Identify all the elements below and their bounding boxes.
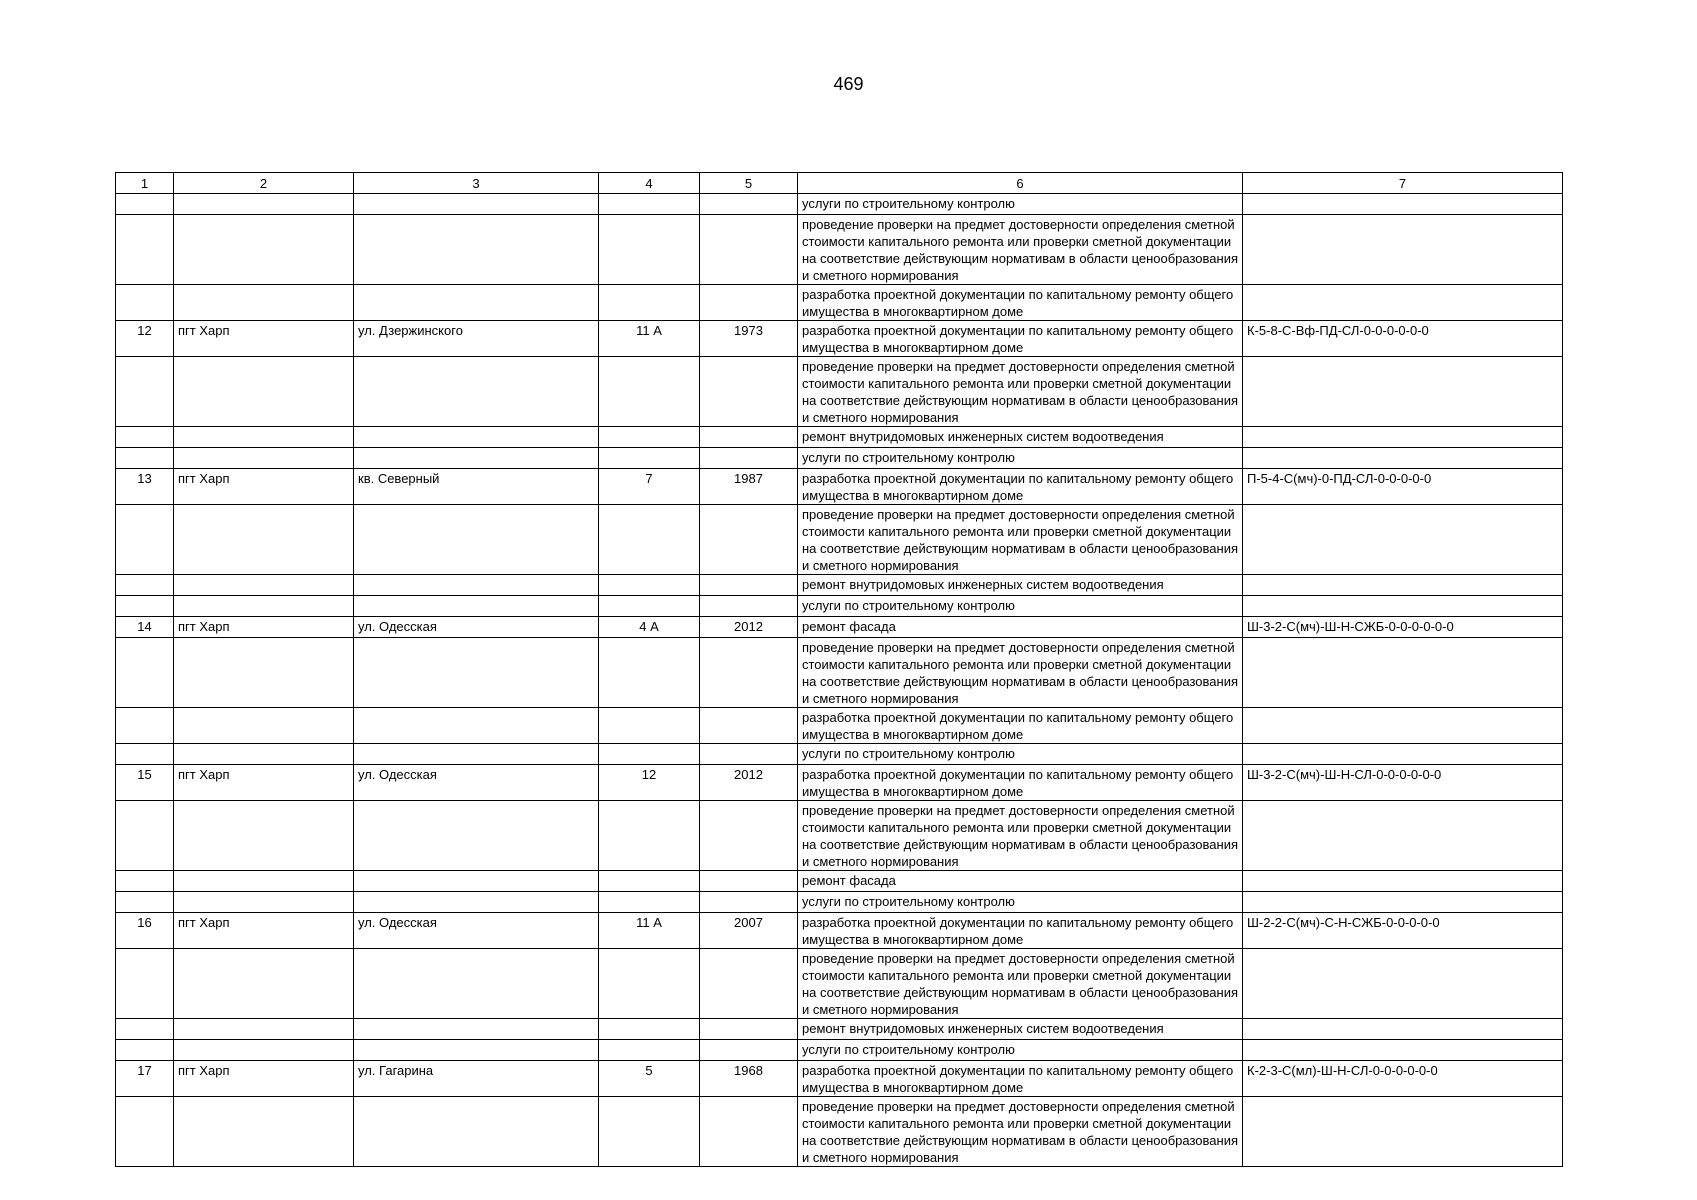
locality-cell [174,1097,354,1167]
address-cell [354,215,599,285]
address-cell [354,505,599,575]
row-number-cell: 13 [116,469,174,505]
house-number-cell [599,892,700,913]
house-number-cell [599,801,700,871]
building-code-cell: Ш-2-2-С(мч)-С-Н-СЖБ-0-0-0-0-0 [1243,913,1563,949]
row-number-cell [116,1097,174,1167]
table-row [116,765,1563,801]
row-number-cell [116,448,174,469]
work-description-cell: услуги по строительному контролю [798,892,1243,913]
house-number-cell [599,285,700,321]
work-description-cell: проведение проверки на предмет достоверности определения сметной стоимости капитального ремонта или проверки сметной документации на соответствие действующим нормативам в области ценообразования и сметного нормирования [798,949,1243,1019]
house-number-cell: 11 А [599,913,700,949]
house-number-cell [599,575,700,596]
locality-cell [174,744,354,765]
locality-cell [174,448,354,469]
year-cell [700,285,798,321]
work-description-cell: проведение проверки на предмет достоверности определения сметной стоимости капитального ремонта или проверки сметной документации на соответствие действующим нормативам в области ценообразования и сметного нормирования [798,505,1243,575]
building-code-cell [1243,427,1563,448]
row-number-cell [116,285,174,321]
row-number-cell [116,892,174,913]
work-description-cell: разработка проектной документации по капитальному ремонту общего имущества в многоквартирном доме [798,321,1243,357]
year-cell [700,949,798,1019]
building-code-cell [1243,949,1563,1019]
address-cell [354,357,599,427]
table-row [116,596,1563,617]
work-description-cell: разработка проектной документации по капитальному ремонту общего имущества в многоквартирном доме [798,1061,1243,1097]
header-row [116,173,1563,194]
year-cell: 1987 [700,469,798,505]
building-code-cell: П-5-4-С(мч)-0-ПД-СЛ-0-0-0-0-0 [1243,469,1563,505]
table-row [116,744,1563,765]
year-cell [700,357,798,427]
row-number-cell: 15 [116,765,174,801]
work-description-cell: ремонт фасада [798,617,1243,638]
table-row [116,708,1563,744]
header-cell: 5 [700,173,798,194]
table-row [116,1061,1563,1097]
header-cell: 1 [116,173,174,194]
locality-cell: пгт Харп [174,617,354,638]
locality-cell [174,596,354,617]
locality-cell [174,427,354,448]
locality-cell [174,194,354,215]
house-number-cell [599,871,700,892]
locality-cell: пгт Харп [174,469,354,505]
building-code-cell [1243,448,1563,469]
work-description-cell: ремонт внутридомовых инженерных систем водоотведения [798,427,1243,448]
table-row [116,949,1563,1019]
house-number-cell [599,949,700,1019]
house-number-cell [599,708,700,744]
header-cell: 7 [1243,173,1563,194]
year-cell: 2007 [700,913,798,949]
building-code-cell [1243,215,1563,285]
house-number-cell: 11 А [599,321,700,357]
house-number-cell: 5 [599,1061,700,1097]
row-number-cell [116,708,174,744]
house-number-cell [599,448,700,469]
table-row [116,617,1563,638]
row-number-cell [116,801,174,871]
building-code-cell [1243,638,1563,708]
year-cell [700,194,798,215]
work-description-cell: проведение проверки на предмет достоверности определения сметной стоимости капитального ремонта или проверки сметной документации на соответствие действующим нормативам в области ценообразования и сметного нормирования [798,1097,1243,1167]
locality-cell [174,949,354,1019]
header-cell: 3 [354,173,599,194]
table-row [116,801,1563,871]
row-number-cell [116,427,174,448]
locality-cell [174,285,354,321]
building-code-cell [1243,1097,1563,1167]
building-code-cell [1243,505,1563,575]
year-cell [700,871,798,892]
building-code-cell [1243,708,1563,744]
building-code-cell [1243,357,1563,427]
house-number-cell [599,1040,700,1061]
table-row [116,1019,1563,1040]
work-description-cell: проведение проверки на предмет достоверности определения сметной стоимости капитального ремонта или проверки сметной документации на соответствие действующим нормативам в области ценообразования и сметного нормирования [798,215,1243,285]
address-cell [354,1019,599,1040]
work-description-cell: услуги по строительному контролю [798,596,1243,617]
work-description-cell: услуги по строительному контролю [798,1040,1243,1061]
locality-cell [174,1019,354,1040]
house-number-cell [599,1019,700,1040]
address-cell [354,1040,599,1061]
table-row [116,913,1563,949]
address-cell [354,801,599,871]
locality-cell [174,575,354,596]
building-code-cell [1243,871,1563,892]
work-description-cell: проведение проверки на предмет достоверности определения сметной стоимости капитального ремонта или проверки сметной документации на соответствие действующим нормативам в области ценообразования и сметного нормирования [798,801,1243,871]
header-cell: 2 [174,173,354,194]
row-number-cell [116,638,174,708]
house-number-cell: 7 [599,469,700,505]
year-cell [700,708,798,744]
row-number-cell [116,194,174,215]
table-row [116,638,1563,708]
row-number-cell [116,596,174,617]
house-number-cell [599,744,700,765]
work-description-cell: разработка проектной документации по капитальному ремонту общего имущества в многоквартирном доме [798,469,1243,505]
year-cell: 2012 [700,617,798,638]
row-number-cell [116,215,174,285]
building-code-cell [1243,892,1563,913]
table-row [116,357,1563,427]
address-cell [354,871,599,892]
address-cell [354,427,599,448]
address-cell [354,285,599,321]
row-number-cell [116,949,174,1019]
year-cell [700,801,798,871]
header-cell: 4 [599,173,700,194]
address-cell [354,892,599,913]
house-number-cell [599,427,700,448]
house-number-cell [599,596,700,617]
address-cell [354,949,599,1019]
locality-cell: пгт Харп [174,913,354,949]
page-number: 469 [833,74,864,94]
year-cell: 2012 [700,765,798,801]
address-cell [354,575,599,596]
house-number-cell: 12 [599,765,700,801]
locality-cell [174,801,354,871]
address-cell [354,744,599,765]
year-cell [700,427,798,448]
address-cell: кв. Северный [354,469,599,505]
table-row [116,505,1563,575]
row-number-cell [116,1019,174,1040]
house-number-cell [599,505,700,575]
address-cell [354,638,599,708]
row-number-cell [116,505,174,575]
work-description-cell: разработка проектной документации по капитальному ремонту общего имущества в многоквартирном доме [798,765,1243,801]
locality-cell: пгт Харп [174,1061,354,1097]
year-cell [700,575,798,596]
year-cell [700,505,798,575]
address-cell: ул. Дзержинского [354,321,599,357]
building-code-cell: Ш-3-2-С(мч)-Ш-Н-СЛ-0-0-0-0-0-0 [1243,765,1563,801]
row-number-cell [116,357,174,427]
table-row [116,194,1563,215]
locality-cell [174,357,354,427]
row-number-cell: 12 [116,321,174,357]
house-number-cell [599,357,700,427]
building-code-cell [1243,194,1563,215]
building-code-cell [1243,1019,1563,1040]
locality-cell [174,892,354,913]
locality-cell: пгт Харп [174,321,354,357]
address-cell [354,708,599,744]
row-number-cell: 17 [116,1061,174,1097]
table-row [116,285,1563,321]
address-cell: ул. Одесская [354,617,599,638]
registry-table [115,172,1563,1167]
work-description-cell: разработка проектной документации по капитальному ремонту общего имущества в многоквартирном доме [798,708,1243,744]
house-number-cell [599,638,700,708]
locality-cell [174,871,354,892]
table-row [116,1097,1563,1167]
table-row [116,427,1563,448]
table-row [116,892,1563,913]
table-row [116,575,1563,596]
row-number-cell: 14 [116,617,174,638]
address-cell: ул. Гагарина [354,1061,599,1097]
year-cell: 1973 [700,321,798,357]
address-cell [354,596,599,617]
table-row [116,321,1563,357]
house-number-cell: 4 А [599,617,700,638]
row-number-cell [116,1040,174,1061]
table-row [116,871,1563,892]
locality-cell: пгт Харп [174,765,354,801]
row-number-cell [116,871,174,892]
building-code-cell [1243,744,1563,765]
year-cell [700,744,798,765]
building-code-cell [1243,801,1563,871]
row-number-cell [116,575,174,596]
house-number-cell [599,1097,700,1167]
work-description-cell: услуги по строительному контролю [798,448,1243,469]
work-description-cell: ремонт фасада [798,871,1243,892]
year-cell: 1968 [700,1061,798,1097]
header-cell: 6 [798,173,1243,194]
work-description-cell: ремонт внутридомовых инженерных систем водоотведения [798,575,1243,596]
locality-cell [174,1040,354,1061]
work-description-cell: проведение проверки на предмет достоверности определения сметной стоимости капитального ремонта или проверки сметной документации на соответствие действующим нормативам в области ценообразования и сметного нормирования [798,638,1243,708]
address-cell [354,448,599,469]
year-cell [700,596,798,617]
house-number-cell [599,215,700,285]
locality-cell [174,638,354,708]
building-code-cell [1243,575,1563,596]
address-cell [354,194,599,215]
locality-cell [174,215,354,285]
building-code-cell: К-5-8-С-Вф-ПД-СЛ-0-0-0-0-0-0 [1243,321,1563,357]
building-code-cell [1243,1040,1563,1061]
building-code-cell: К-2-3-С(мл)-Ш-Н-СЛ-0-0-0-0-0-0 [1243,1061,1563,1097]
building-code-cell [1243,285,1563,321]
row-number-cell [116,744,174,765]
address-cell: ул. Одесская [354,913,599,949]
building-code-cell [1243,596,1563,617]
work-description-cell: разработка проектной документации по капитальному ремонту общего имущества в многоквартирном доме [798,285,1243,321]
locality-cell [174,505,354,575]
year-cell [700,892,798,913]
year-cell [700,1040,798,1061]
work-description-cell: услуги по строительному контролю [798,194,1243,215]
work-description-cell: услуги по строительному контролю [798,744,1243,765]
work-description-cell: проведение проверки на предмет достоверности определения сметной стоимости капитального ремонта или проверки сметной документации на соответствие действующим нормативам в области ценообразования и сметного нормирования [798,357,1243,427]
year-cell [700,638,798,708]
work-description-cell: ремонт внутридомовых инженерных систем водоотведения [798,1019,1243,1040]
locality-cell [174,708,354,744]
row-number-cell: 16 [116,913,174,949]
year-cell [700,215,798,285]
address-cell [354,1097,599,1167]
house-number-cell [599,194,700,215]
address-cell: ул. Одесская [354,765,599,801]
table-row [116,448,1563,469]
table-row [116,215,1563,285]
building-code-cell: Ш-3-2-С(мч)-Ш-Н-СЖБ-0-0-0-0-0-0 [1243,617,1563,638]
year-cell [700,1019,798,1040]
year-cell [700,1097,798,1167]
table-row [116,469,1563,505]
year-cell [700,448,798,469]
table-row [116,1040,1563,1061]
work-description-cell: разработка проектной документации по капитальному ремонту общего имущества в многоквартирном доме [798,913,1243,949]
